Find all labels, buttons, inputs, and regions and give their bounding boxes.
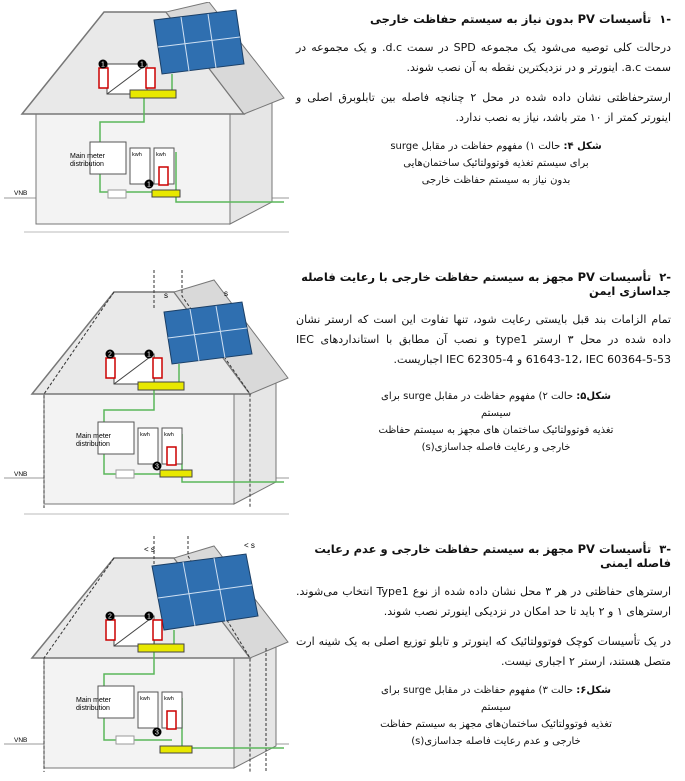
vnb-label: VNB bbox=[14, 471, 28, 478]
caption-6-line-2: تغذیه فوتوولتائیک ساختمان‌های مجهز به سیستم حفاظت bbox=[380, 719, 612, 730]
section-1-text bbox=[296, 12, 671, 189]
s-label-a: s bbox=[164, 291, 168, 300]
marker-3c: 3 bbox=[155, 729, 159, 737]
marker-1a: 1 bbox=[101, 61, 105, 69]
caption-4-line-3: بدون نیاز به سیستم حفاظت خارجی bbox=[421, 175, 571, 186]
caption-6-label: شکل۶: bbox=[576, 685, 611, 696]
section-2-number: -۲ bbox=[659, 270, 671, 284]
caption-6-line-1: حالت ۳) مفهوم حفاظت در مقابل surge برای سیستم bbox=[381, 685, 574, 713]
pv-panel bbox=[164, 302, 252, 364]
section-1-title: تأسیسات PV بدون نیاز به سیستم حفاظت خارجی bbox=[369, 12, 652, 26]
kwh-2: kwh bbox=[156, 152, 166, 158]
caption-5-label: شکل۵: bbox=[576, 391, 611, 402]
kwh-1: kwh bbox=[140, 432, 150, 438]
section-2-title: تأسیسات PV مجهز به سیستم حفاظت خارجی با رعایت فاصله جداسازی ایمن bbox=[301, 270, 671, 298]
section-3-heading bbox=[296, 542, 671, 570]
section-3-paragraph-1: ارسترهای حفاظتی در هر ۳ محل نشان داده شده از نوع Type1 انتخاب می‌شوند. ارسترهای ۱ و ۲ باید تا حد امکان در نزدیکی اینورتر نصب شوند. bbox=[296, 585, 671, 618]
section-3 bbox=[0, 532, 685, 781]
section-2-paragraph-1: تمام الزامات بند قبل بایستی رعایت شود، تنها تفاوت این است که ارستر نشان داده شده در محل ۳ ارستر type1 و نصب آن مطابق با استانداردهای IEC 61643-12، IEC 60364-5-53 و IEC 62305-4 اجباریست. bbox=[296, 313, 671, 366]
vnb-label: VNB bbox=[14, 190, 28, 197]
kwh-1: kwh bbox=[132, 152, 142, 158]
marker-1b: 1 bbox=[140, 61, 144, 69]
caption-5-line-1: حالت ۲) مفهوم حفاظت در مقابل surge برای سیستم bbox=[381, 391, 574, 419]
meter-label-line1: Main meter bbox=[76, 697, 112, 704]
kwh-2: kwh bbox=[164, 696, 174, 702]
section-2 bbox=[0, 262, 685, 512]
caption-4-line-1: حالت ۱) مفهوم حفاظت در مقابل surge bbox=[390, 141, 561, 152]
section-1-paragraph-2: ارسترحفاظتی نشان داده شده در محل ۲ چنانچه فاصله بین تابلوبرق اصلی و اینورتر کمتر از ۱۰ متر باشد، نیاز به نصب ندارد. bbox=[296, 91, 671, 124]
section-2-text bbox=[296, 270, 671, 456]
section-3-title: تأسیسات PV مجهز به سیستم حفاظت خارجی و عدم رعایت فاصله ایمنی bbox=[314, 542, 671, 570]
pv-panel bbox=[154, 10, 244, 74]
pv-panel bbox=[152, 554, 258, 630]
marker-2b: 1 bbox=[147, 351, 151, 359]
figure-2-house-diagram bbox=[4, 270, 294, 520]
vnb-label: VNB bbox=[14, 737, 28, 744]
kwh-1: kwh bbox=[140, 696, 150, 702]
section-1-heading bbox=[296, 12, 671, 26]
figure-6-caption bbox=[371, 682, 621, 750]
figure-4-caption bbox=[381, 138, 611, 189]
s-label-a: < s bbox=[144, 545, 155, 554]
figure-1-house-diagram bbox=[4, 2, 294, 242]
section-2-heading bbox=[296, 270, 671, 298]
marker-2a: 2 bbox=[108, 351, 112, 359]
meter-label-line1: Main meter bbox=[76, 433, 112, 440]
figure-5-caption bbox=[371, 388, 621, 456]
caption-4-line-2: برای سیستم تغذیه فوتوولتائیک ساختمان‌هایی bbox=[403, 158, 589, 169]
kwh-2: kwh bbox=[164, 432, 174, 438]
meter-label-line2: distribution bbox=[76, 441, 110, 448]
section-1-paragraph-1: درحالت کلی توصیه می‌شود یک مجموعه SPD در سمت d.c. و یک مجموعه در سمت a.c. اینورتر و در نزدیکترین نقطه به آن نصب شوند. bbox=[296, 41, 671, 74]
meter-label-line1: Main meter bbox=[70, 153, 106, 160]
marker-3a: 2 bbox=[108, 613, 112, 621]
section-3-text bbox=[296, 542, 671, 750]
meter-label-line2: distribution bbox=[70, 161, 104, 168]
marker-1c: 1 bbox=[147, 181, 151, 189]
section-1 bbox=[0, 0, 685, 250]
section-3-number: -۳ bbox=[659, 542, 671, 556]
caption-5-line-3: خارجی و رعایت فاصله جداسازی(s) bbox=[421, 442, 571, 453]
figure-3-house-diagram bbox=[4, 536, 294, 781]
caption-4-label: شکل ۴: bbox=[563, 141, 602, 152]
meter-label-line2: distribution bbox=[76, 705, 110, 712]
caption-6-line-3: خارجی و عدم رعایت فاصله جداسازی(s) bbox=[411, 736, 581, 747]
s-label-b: < s bbox=[244, 541, 255, 550]
marker-3b: 1 bbox=[147, 613, 151, 621]
section-3-paragraph-2: در یک تأسیسات کوچک فوتوولتائیک که اینورتر و تابلو توزیع اصلی به یک شینه ارت متصل هستند، ارستر ۲ اجباری نیست. bbox=[296, 635, 671, 668]
caption-5-line-2: تغذیه فوتوولتائیک ساختمان های مجهز به سیستم حفاظت bbox=[378, 425, 614, 436]
section-1-number: -۱ bbox=[659, 12, 671, 26]
marker-2c: 3 bbox=[155, 463, 159, 471]
s-label-b: s bbox=[224, 289, 228, 298]
